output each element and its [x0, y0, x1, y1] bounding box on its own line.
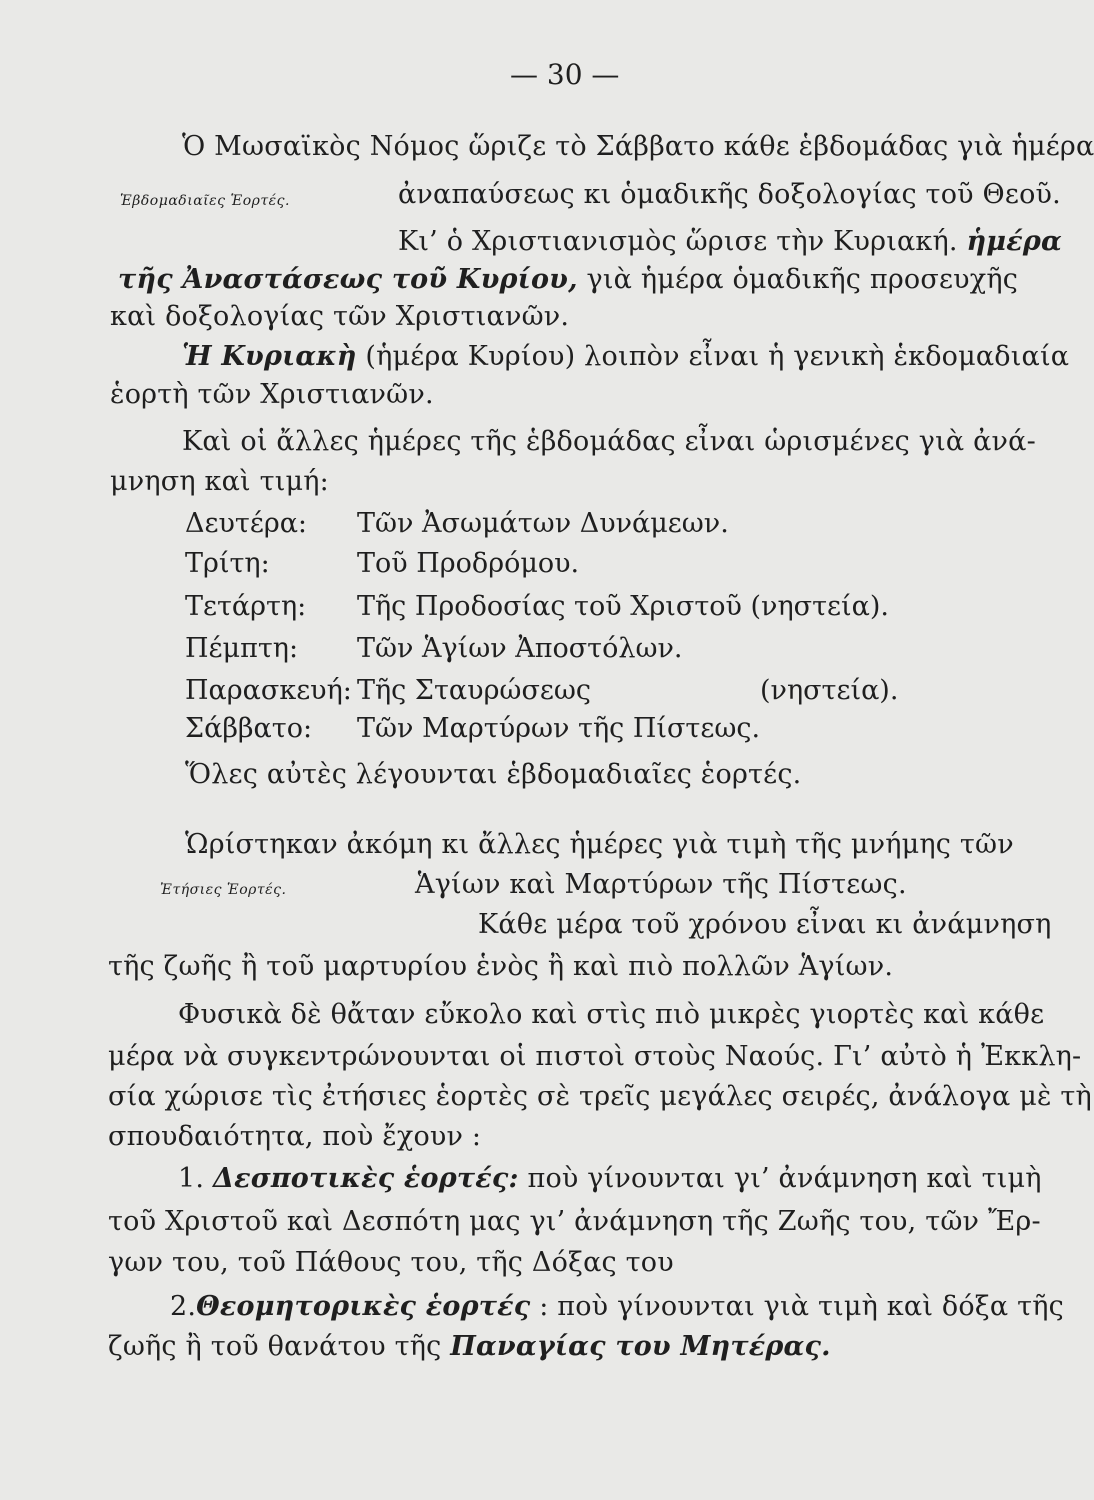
weekday-note: (νηστεία).	[760, 675, 899, 706]
paragraph-line: ἑορτὴ τῶν Χριστιανῶν.	[110, 379, 434, 410]
weekday-label: Δευτέρα:	[185, 508, 308, 539]
paragraph-line: Ὡρίστηκαν ἀκόμη κι ἄλλες ἡμέρες γιὰ τιμὴ τῆς μνήμης τῶν	[185, 829, 1014, 860]
paragraph-line: σία χώρισε τὶς ἐτήσιες ἑορτὲς σὲ τρεῖς μεγάλες σειρές, ἀνάλογα μὲ τὴ	[108, 1081, 1092, 1112]
weekday-dedication: Τῆς Προδοσίας τοῦ Χριστοῦ (νηστεία).	[357, 591, 889, 622]
paragraph-line: Φυσικὰ δὲ θἄταν εὔκολο καὶ στὶς πιὸ μικρὲς γιορτὲς καὶ κάθε	[178, 999, 1045, 1030]
paragraph-line: Ἡ Κυριακὴ (ἡμέρα Κυρίου) λοιπὸν εἶναι ἡ γενικὴ ἑκδομαδιαία	[182, 341, 1070, 372]
paragraph-line: ἀναπαύσεως κι ὁμαδικῆς δοξολογίας τοῦ Θεοῦ.	[398, 179, 1061, 210]
weekday-dedication: Τοῦ Προδρόμου.	[357, 548, 580, 579]
weekday-label: Τρίτη:	[185, 548, 270, 579]
paragraph-line: γων του, τοῦ Πάθους του, τῆς Δόξας του	[108, 1247, 674, 1278]
paragraph-line: σπουδαιότητα, ποὺ ἔχουν :	[108, 1121, 482, 1152]
paragraph-line: Καὶ οἱ ἄλλες ἡμέρες τῆς ἑβδομάδας εἶναι ὡρισμένες γιὰ ἀνά-	[182, 426, 1036, 457]
paragraph-line: ζωῆς ἢ τοῦ θανάτου τῆς Παναγίας του Μητέρας.	[108, 1331, 831, 1362]
weekday-label: Τετάρτη:	[185, 591, 307, 622]
paragraph-line: Κάθε μέρα τοῦ χρόνου εἶναι κι ἀνάμνηση	[478, 909, 1052, 940]
weekday-dedication: Τῶν Ἀσωμάτων Δυνάμεων.	[357, 508, 729, 539]
weekday-label: Παρασκευή:	[185, 675, 352, 706]
paragraph-line: Ὁ Μωσαϊκὸς Νόμος ὥριζε τὸ Σάββατο κάθε ἑβδομάδας γιὰ ἡμέρα	[182, 131, 1094, 162]
list-item-2: 2.Θεομητορικὲς ἑορτές : ποὺ γίνουνται γιὰ τιμὴ καὶ δόξα τῆς	[170, 1291, 1064, 1322]
margin-note-weekly: Ἑβδομαδιαῖες Ἑορτές.	[120, 193, 290, 209]
weekday-label: Πέμπτη:	[185, 633, 299, 664]
page-number: — 30 —	[510, 58, 620, 91]
paragraph-line: Ἁγίων καὶ Μαρτύρων τῆς Πίστεως.	[415, 869, 907, 900]
paragraph-line: μέρα νὰ συγκεντρώνουνται οἱ πιστοὶ στοὺς Ναούς. Γι’ αὐτὸ ἡ Ἐκκλη-	[108, 1041, 1082, 1072]
weekday-dedication: Τῆς Σταυρώσεως	[357, 675, 592, 706]
weekday-dedication: Τῶν Μαρτύρων τῆς Πίστεως.	[357, 713, 761, 744]
paragraph-line: μνηση καὶ τιμή:	[110, 466, 329, 497]
paragraph-line: Ὅλες αὐτὲς λέγουνται ἑβδομαδιαῖες ἑορτές.	[185, 759, 802, 790]
paragraph-line: τῆς ζωῆς ἢ τοῦ μαρτυρίου ἑνὸς ἢ καὶ πιὸ πολλῶν Ἁγίων.	[108, 951, 894, 982]
paragraph-line: Κι’ ὁ Χριστιανισμὸς ὥρισε τὴν Κυριακή. ἡμέρα	[398, 226, 1063, 257]
paragraph-line: τοῦ Χριστοῦ καὶ Δεσπότη μας γι’ ἀνάμνηση τῆς Ζωῆς του, τῶν Ἔρ-	[108, 1206, 1041, 1237]
weekday-label: Σάββατο:	[185, 713, 313, 744]
weekday-dedication: Τῶν Ἁγίων Ἀποστόλων.	[357, 633, 683, 664]
list-item-1: 1. Δεσποτικὲς ἑορτές: ποὺ γίνουνται γι’ ἀνάμνηση καὶ τιμὴ	[178, 1163, 1042, 1194]
paragraph-line: τῆς Ἀναστάσεως τοῦ Κυρίου, γιὰ ἡμέρα ὁμαδικῆς προσευχῆς	[118, 264, 1019, 295]
margin-note-annual: Ἐτήσιες Ἑορτές.	[160, 882, 287, 898]
paragraph-line: καὶ δοξολογίας τῶν Χριστιανῶν.	[110, 301, 570, 332]
